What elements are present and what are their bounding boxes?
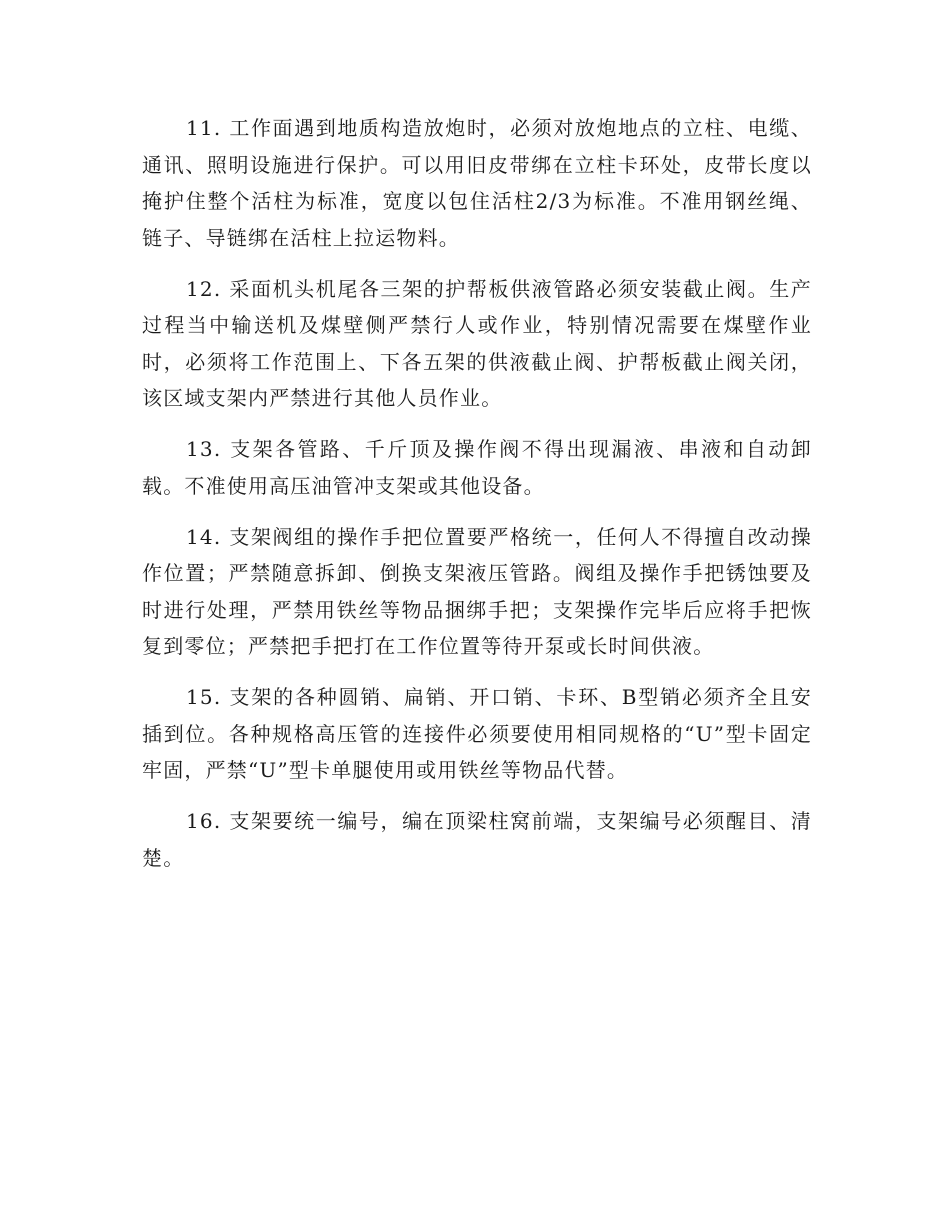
paragraph-14: 14. 支架阀组的操作手把位置要严格统一，任何人不得擅自改动操作位置；严禁随意拆卸、倒换支架液压管路。阀组及操作手把锈蚀要及时进行处理，严禁用铁丝等物品捆绑手把；支架操作完毕后应将手把恢复到零位；严禁把手把打在工作位置等待开泵或长时间供液。 — [142, 524, 812, 658]
paragraph-13: 13. 支架各管路、千斤顶及操作阀不得出现漏液、串液和自动卸载。不准使用高压油管冲支架或其他设备。 — [142, 437, 812, 498]
paragraph-12: 12. 采面机头机尾各三架的护帮板供液管路必须安装截止阀。生产过程当中输送机及煤壁侧严禁行人或作业，特别情况需要在煤壁作业时，必须将工作范围上、下各五架的供液截止阀、护帮板截止阀关闭，该区域支架内严禁进行其他人员作业。 — [142, 276, 812, 410]
paragraph-11: 11. 工作面遇到地质构造放炮时，必须对放炮地点的立柱、电缆、通讯、照明设施进行保护。可以用旧皮带绑在立柱卡环处，皮带长度以掩护住整个活柱为标准，宽度以包住活柱2/3为标准。不准用钢丝绳、链子、导链绑在活柱上拉运物料。 — [142, 116, 812, 250]
paragraph-15: 15. 支架的各种圆销、扁销、开口销、卡环、B型销必须齐全且安插到位。各种规格高压管的连接件必须要使用相同规格的“U”型卡固定牢固，严禁“U”型卡单腿使用或用铁丝等物品代替。 — [142, 685, 812, 782]
document-body — [142, 110, 812, 876]
paragraph-16: 16. 支架要统一编号，编在顶梁柱窝前端，支架编号必须醒目、清楚。 — [142, 809, 812, 870]
